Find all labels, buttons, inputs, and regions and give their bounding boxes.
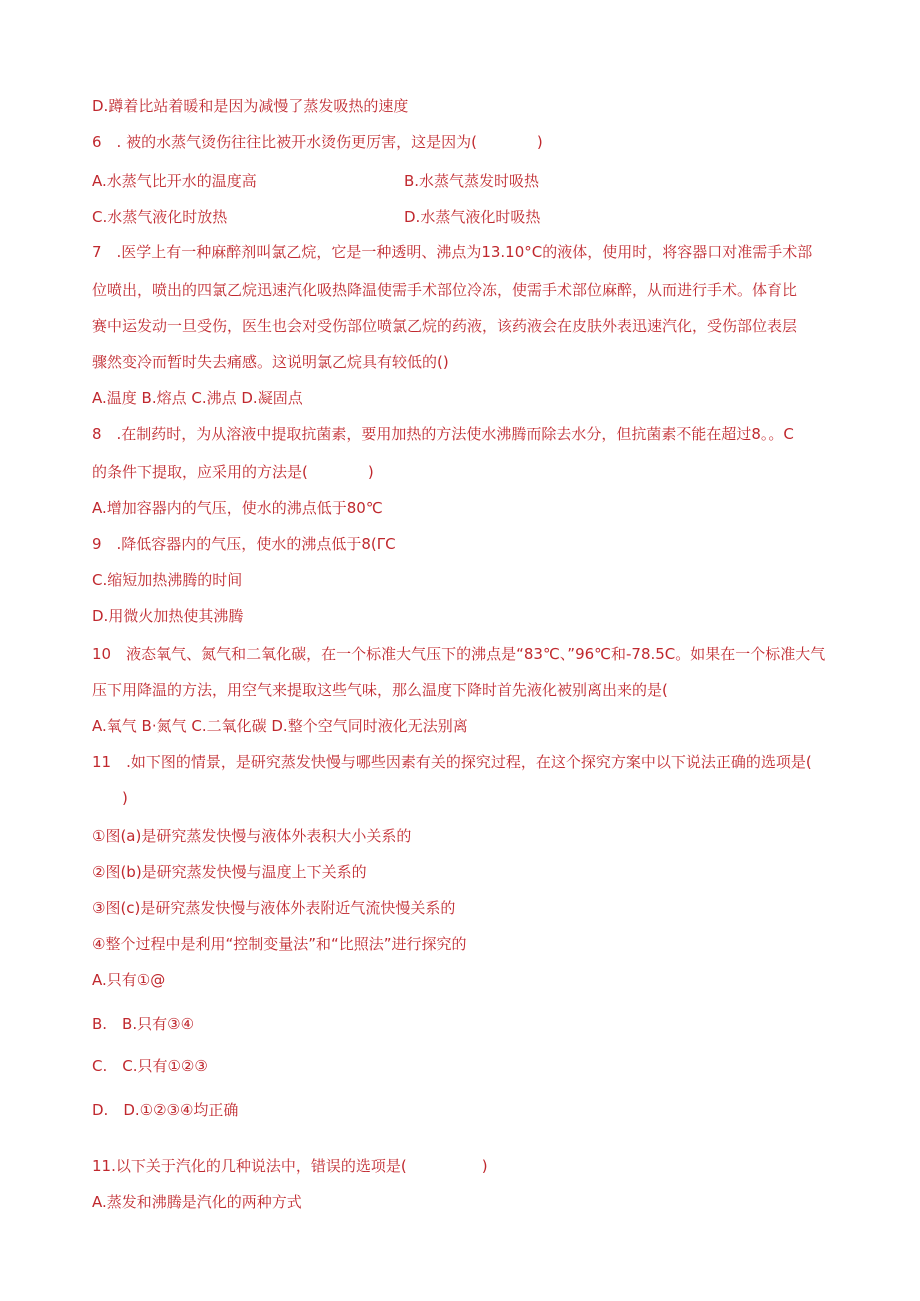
question-11b: 11.以下关于汽化的几种说法中，错误的选项是( ) xyxy=(92,1157,488,1175)
question-11-line-2: ) xyxy=(92,789,128,807)
q6-option-b: B.水蒸气蒸发时吸热 xyxy=(404,172,540,190)
q8-option-d: D.用微火加热使其沸腾 xyxy=(92,607,244,625)
q6-option-a: A.水蒸气比开水的温度高 xyxy=(92,172,257,190)
statement-2: ②图(b)是研究蒸发快慢与温度上下关系的 xyxy=(92,863,367,881)
q7-options: A.温度 B.熔点 C.沸点 D.凝固点 xyxy=(92,389,303,407)
question-7-line-3: 赛中运发动一旦受伤，医生也会对受伤部位喷氯乙烷的药液，该药液会在皮肤外表迅速汽化，受伤部位表层 xyxy=(92,317,798,335)
question-10-line-2: 压下用降温的方法，用空气来提取这些气味，那么温度下降时首先液化被别离出来的是( xyxy=(92,681,668,699)
question-9: 9 .降低容器内的气压，使水的沸点低于8(ΓC xyxy=(92,535,396,553)
q8-option-a: A.增加容器内的气压，使水的沸点低于80℃ xyxy=(92,499,383,517)
q6-options-row-1 xyxy=(92,170,852,190)
q8-option-c: C.缩短加热沸腾的时间 xyxy=(92,571,243,589)
q11-option-c: C. C.只有①②③ xyxy=(92,1057,208,1075)
statement-4: ④整个过程中是利用“控制变量法”和“比照法”进行探究的 xyxy=(92,935,467,953)
q6-option-c: C.水蒸气液化时放热 xyxy=(92,208,228,226)
question-7-line-1: 7 .医学上有一种麻醉剂叫氯乙烷，它是一种透明、沸点为13.10°C的液体，使用时，将容器口对准需手术部 xyxy=(92,243,813,261)
question-8-line-1: 8 .在制药时，为从溶液中提取抗菌素，要用加热的方法使水沸腾而除去水分，但抗菌素不能在超过8。。C xyxy=(92,425,794,443)
q6-options-row-2 xyxy=(92,206,852,226)
q11b-option-a: A.蒸发和沸腾是汽化的两种方式 xyxy=(92,1193,302,1211)
question-7-line-2: 位喷出，喷出的四氯乙烷迅速汽化吸热降温使需手术部位冷冻，使需手术部位麻醉，从而进行手术。体育比 xyxy=(92,281,798,299)
question-7-line-4: 骤然变冷而暂时失去痛感。这说明氯乙烷具有较低的() xyxy=(92,353,449,371)
option-d-line: D.蹲着比站着暖和是因为减慢了蒸发吸热的速度 xyxy=(92,97,409,115)
question-8-line-2: 的条件下提取，应采用的方法是( ) xyxy=(92,463,374,481)
question-6: 6 . 被的水蒸气烫伤往往比被开水烫伤更厉害，这是因为( ) xyxy=(92,133,543,151)
q11-option-b: B. B.只有③④ xyxy=(92,1015,195,1033)
question-11-line-1: 11 .如下图的情景，是研究蒸发快慢与哪些因素有关的探究过程，在这个探究方案中以下说法正确的选项是( xyxy=(92,753,812,771)
q11-option-d: D. D.①②③④均正确 xyxy=(92,1101,239,1119)
q10-options: A.氧气 B·氮气 C.二氧化碳 D.整个空气同时液化无法别离 xyxy=(92,717,468,735)
q6-option-d: D.水蒸气液化时吸热 xyxy=(404,208,541,226)
statement-3: ③图(c)是研究蒸发快慢与液体外表附近气流快慢关系的 xyxy=(92,899,456,917)
q11-option-a: A.只有①@ xyxy=(92,971,166,989)
statement-1: ①图(a)是研究蒸发快慢与液体外表积大小关系的 xyxy=(92,827,412,845)
question-10-line-1: 10 液态氧气、氮气和二氧化碳，在一个标准大气压下的沸点是“83℃、”96℃和-78.5C。如果在一个标准大气 xyxy=(92,645,826,663)
